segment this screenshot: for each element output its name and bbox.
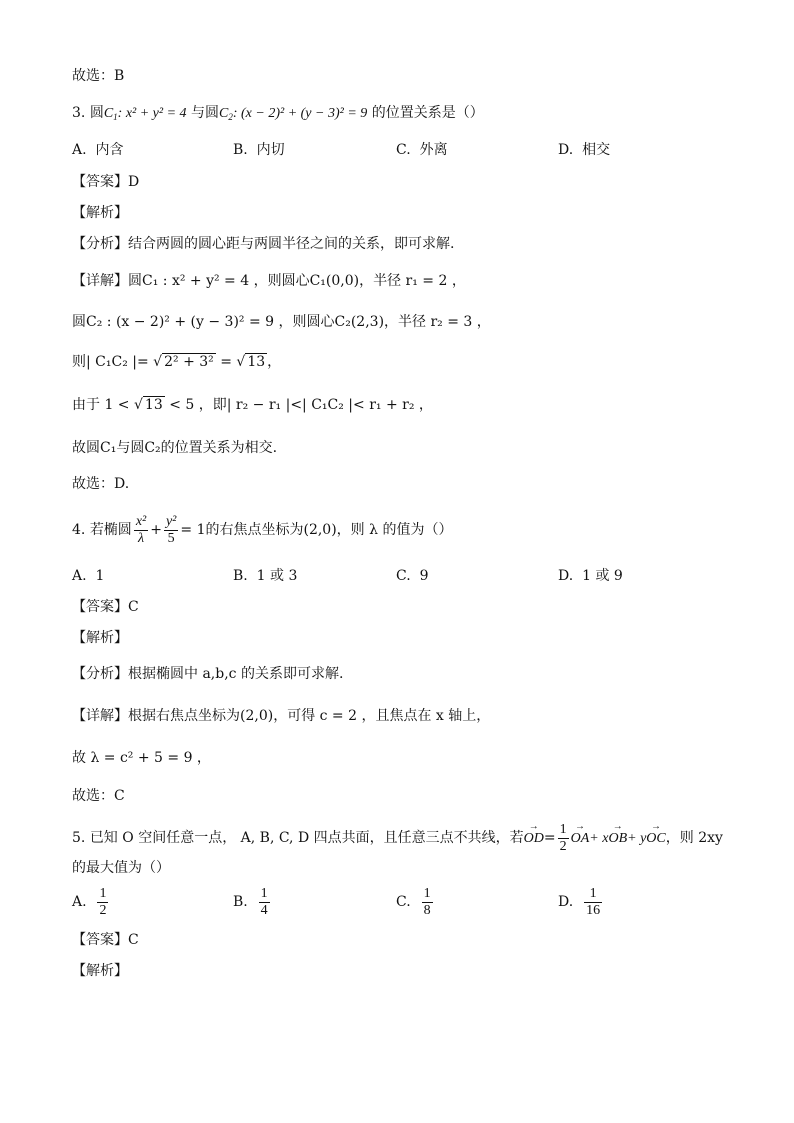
q5-analysis-label: 【解析】 <box>72 963 128 979</box>
q3-stem <box>72 103 484 127</box>
q3-answer: 【答案】D <box>72 174 140 190</box>
q5-vector-oa: → OA <box>571 821 590 857</box>
q5-vector-od: → OD <box>524 821 544 857</box>
q3-option-a: A. 内含 <box>72 142 124 158</box>
q5-half: $\frac{1}{2}$ <box>559 821 567 854</box>
q3-stem-post: 的位置关系是（） <box>371 105 484 121</box>
q5-option-a: A. $\frac{1}{2}$ <box>72 885 107 918</box>
q3-number: 3. <box>72 105 86 121</box>
q5-vector-oc: → OC <box>646 821 665 857</box>
q4-option-a: A. 1 <box>72 568 105 584</box>
q5-answer: 【答案】C <box>72 932 139 948</box>
q4-detail-2: 故 λ = c² + 5 = 9 ， <box>72 750 211 766</box>
q4-fenxi: 【分析】根据椭圆中 a,b,c 的关系即可求解. <box>72 666 344 682</box>
q4-stem-post: 的右焦点坐标为(2,0)，则 λ 的值为（） <box>205 522 453 538</box>
q3-detail-1: 【详解】圆C₁ : x² + y² = 4 ，则圆心C₁(0,0)，半径 r₁ = 2 ， <box>72 273 466 289</box>
q5-stem-1: 已知 O 空间任意一点， A, B, C, D 四点共面，且任意三点不共线，若 <box>89 830 524 846</box>
q5-option-d: D. $\frac{1}{16}$ <box>558 885 601 918</box>
q4-number: 4. <box>72 522 86 538</box>
q4-stem-pre: 若椭圆 <box>89 522 132 538</box>
q4-option-d: D. 1 或 9 <box>558 568 623 584</box>
q3-detail-5: 故圆C₁与圆C₂的位置关系为相交. <box>72 440 278 456</box>
q3-stem-mid: 与圆 <box>191 105 219 121</box>
q4-option-b: B. 1 或 3 <box>233 568 298 584</box>
q3-option-b: B. 内切 <box>233 142 285 158</box>
q5-vector-ob: → OB <box>608 821 627 857</box>
q3-c2-equation: : (x − 2)² + (y − 3)² = 9 <box>232 106 368 121</box>
q4-conclusion: 故选：C <box>72 788 125 804</box>
q4-fraction-y: $\frac{\text{y²}}{5}$ <box>165 513 177 546</box>
q5-option-b: B. $\frac{1}{4}$ <box>233 885 268 918</box>
q3-fenxi: 【分析】结合两圆的圆心距与两圆半径之间的关系，即可求解. <box>72 236 455 252</box>
q3-option-d: D. 相交 <box>558 142 611 158</box>
q3-c1-equation: : x² + y² = 4 <box>117 106 187 121</box>
q4-analysis-label: 【解析】 <box>72 630 128 646</box>
q3-c2-symbol: $C_2$ <box>219 106 233 122</box>
q3-detail-4: 由于 1 < √ 13 < 5 ，即| r₂ − r₁ |<| C₁C₂ |< r₁ + r₂ ， <box>72 397 433 413</box>
q5-number: 5. <box>72 830 86 846</box>
q4-fraction-x: $\frac{\text{x²}}{\lambda}$ <box>135 513 147 546</box>
q4-answer: 【答案】C <box>72 599 139 615</box>
q3-conclusion: 故选：D. <box>72 476 130 492</box>
q3-detail-3: 则| C₁C₂ |= √ 2² + 3² = √ 13 ， <box>72 354 282 370</box>
q3-detail-2: 圆C₂ : (x − 2)² + (y − 3)² = 9 ，则圆心C₂(2,3)，半径 r₂ = 3 ， <box>72 314 491 330</box>
q5-option-c: C. $\frac{1}{8}$ <box>396 885 431 918</box>
q3-stem-pre: 圆 <box>89 105 104 121</box>
q5-stem-line-2: 的最大值为（） <box>72 860 170 876</box>
q4-stem: 4. 若椭圆 $\frac{\text{x²}}{\lambda}$ + $\frac{\text{y²}}{5}$ = 1的右焦点坐标为(2,0)，则 λ 的值为（） <box>72 513 453 546</box>
q2-conclusion: 故选：B <box>72 68 125 84</box>
q5-stem-line-1: 5. 已知 O 空间任意一点， A, B, C, D 四点共面，且任意三点不共线，若→ OD= $\frac{1}{2}$ → OA+ x→ OB+ y→ OC，则 2xy <box>72 820 723 857</box>
q3-analysis-label: 【解析】 <box>72 205 128 221</box>
q4-detail-1: 【详解】根据右焦点坐标为(2,0)，可得 c = 2 ，且焦点在 x 轴上， <box>72 708 491 724</box>
q3-c1-symbol: $C_1$ <box>103 106 118 122</box>
q4-option-c: C. 9 <box>396 568 429 584</box>
q3-option-c: C. 外离 <box>396 142 448 158</box>
